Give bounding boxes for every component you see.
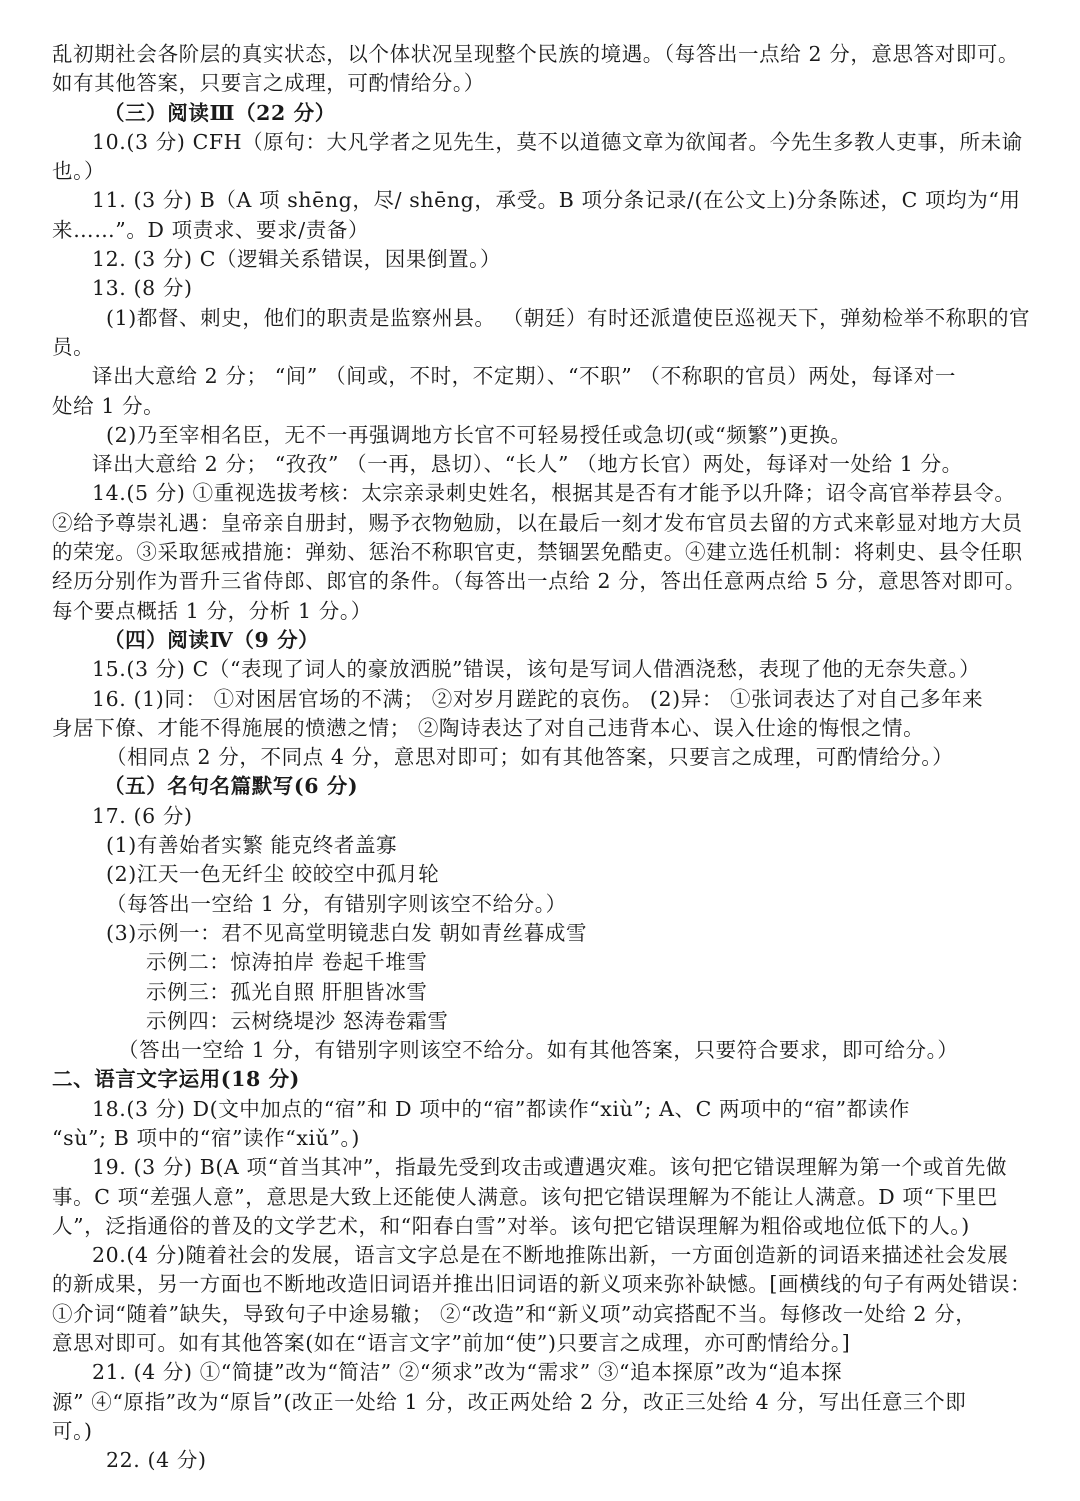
text-line: ②给予尊崇礼遇：皇帝亲自册封，赐予衣物勉励，以在最后一刻才发布官员去留的方式来彰显对地方大员	[52, 510, 1023, 535]
question-13-part-2: (2)乃至宰相名臣，无不一再强调地方长官不可轻易授任或急切(或“频繁”)更换。	[106, 422, 852, 447]
question-12: 12. (3 分) C（逻辑关系错误，因果倒置。）	[92, 247, 502, 272]
text-line: 的荣宠。③采取惩戒措施：弹劾、惩治不称职官吏，禁锢罢免酷吏。④建立选任机制：将刺史、县令任职	[52, 540, 1023, 565]
scoring-note: （答出一空给 1 分，有错别字则该空不给分。如有其他答案，只要符合要求，即可给分。）	[118, 1038, 959, 1063]
text-line: 处给 1 分。	[52, 393, 165, 418]
text-line: 如有其他答案，只要言之成理，可酌情给分。）	[52, 71, 485, 96]
question-13-part-1: (1)都督、刺史，他们的职责是监察州县。 （朝廷）有时还派遣使臣巡视天下，弹劾检举不称职的官	[106, 305, 1031, 330]
question-17-part-3: (3)示例一：君不见高堂明镜悲白发 朝如青丝暮成雪	[106, 920, 588, 945]
question-17: 17. (6 分)	[92, 803, 193, 828]
question-14: 14.(5 分) ①重视选拔考核：太宗亲录刺史姓名，根据其是否有才能予以升降；诏令高官举荐县令。	[92, 481, 1016, 506]
text-line: 经历分别作为晋升三省侍郎、郎官的条件。（每答出一点给 2 分，答出任意两点给 5 分，意思答对即可。	[52, 569, 1026, 594]
text-line: 员。	[52, 334, 95, 359]
text-line: 乱初期社会各阶层的真实状态，以个体状况呈现整个民族的境遇。（每答出一点给 2 分，意思答对即可。	[52, 42, 1020, 66]
section-heading-reading-4: （四）阅读Ⅳ（9 分）	[104, 627, 320, 652]
section-heading-reading-3: （三）阅读Ⅲ（22 分）	[104, 100, 336, 125]
question-17-part-1: (1)有善始者实繁 能克终者盖寡	[106, 833, 398, 858]
section-heading-language-use: 二、语言文字运用(18 分)	[52, 1067, 300, 1092]
question-16: 16. (1)同： ①对困居官场的不满； ②对岁月蹉跎的哀伤。 (2)异： ①张词表达了对自己多年来	[92, 686, 984, 711]
example-line: 示例二：惊涛拍岸 卷起千堆雪	[146, 950, 428, 975]
example-line: 示例四：云树绕堤沙 怒涛卷霜雪	[146, 1008, 449, 1033]
scoring-note: （每答出一空给 1 分，有错别字则该空不给分。）	[106, 891, 567, 916]
scoring-note: （相同点 2 分，不同点 4 分，意思对即可；如有其他答案，只要言之成理，可酌情给分。）	[106, 745, 954, 770]
text-line: 源” ④“原指”改为“原旨”(改正一处给 1 分，改正两处给 2 分，改正三处给 4 分，写出任意三个即	[52, 1389, 967, 1414]
question-15: 15.(3 分) C（“表现了词人的豪放洒脱”错误，该句是写词人借酒浇愁，表现了他的无奈失意。）	[92, 657, 981, 682]
section-heading-dictation: （五）名句名篇默写(6 分)	[104, 774, 359, 799]
scoring-note: 译出大意给 2 分； “间” （间或，不时，不定期）、“不职” （不称职的官员）两处，每译对一	[92, 364, 956, 389]
text-line: 事。C 项“差强人意”，意思是大致上还能使人满意。该句把它错误理解为不能让人满意。D 项“下里巴	[52, 1184, 998, 1209]
question-18: 18.(3 分) D(文中加点的“宿”和 D 项中的“宿”都读作“xiù”; A、C 两项中的“宿”都读作	[92, 1096, 910, 1121]
text-line: 身居下僚、才能不得施展的愤懑之情； ②陶诗表达了对自己违背本心、误入仕途的悔恨之情。	[52, 715, 925, 740]
scoring-note: 译出大意给 2 分； “孜孜” （一再，恳切）、“长人” （地方长官）两处，每译对一处给 1 分。	[92, 452, 963, 477]
question-20: 20.(4 分)随着社会的发展，语言文字总是在不断地推陈出新，一方面创造新的词语来描述社会发展	[92, 1243, 1009, 1268]
question-11: 11. (3 分) B（A 项 shēng，尽/ shēng，承受。B 项分条记录/(在公文上)分条陈述，C 项均为“用	[92, 188, 1021, 213]
text-line: 人”，泛指通俗的普及的文学艺术，和“阳春白雪”对举。该句把它错误理解为粗俗或地位低下的人。)	[52, 1213, 970, 1238]
text-line: 可。)	[52, 1418, 93, 1443]
question-17-part-2: (2)江天一色无纤尘 皎皎空中孤月轮	[106, 862, 440, 887]
text-line: 意思对即可。如有其他答案(如在“语言文字”前加“使”)只要言之成理，亦可酌情给分。]	[52, 1331, 851, 1356]
text-line: 的新成果，另一方面也不断地改造旧词语并推出旧词语的新义项来弥补缺憾。[画横线的句子有两处错误：	[52, 1272, 1032, 1297]
text-line: ①介词“随着”缺失，导致句子中途易辙； ②“改造”和“新义项”动宾搭配不当。每修改一处给 2 分，	[52, 1301, 977, 1326]
text-line: “sù”; B 项中的“宿”读作“xiǔ”。)	[52, 1125, 360, 1150]
question-21: 21. (4 分) ①“简捷”改为“简洁” ②“须求”改为“需求” ③“追本探原”改为“追本探	[92, 1360, 843, 1385]
example-line: 示例三：孤光自照 肝胆皆冰雪	[146, 979, 428, 1004]
question-22: 22. (4 分)	[106, 1448, 207, 1473]
text-line: 每个要点概括 1 分，分析 1 分。）	[52, 598, 372, 623]
question-10: 10.(3 分) CFH（原句：大凡学者之见先生，莫不以道德文章为欲闻者。今先生多教人吏事，所未谕	[92, 129, 1023, 154]
text-line: 也。）	[52, 159, 106, 184]
question-19: 19. (3 分) B(A 项“首当其冲”，指最先受到攻击或遭遇灾难。该句把它错误理解为第一个或首先做	[92, 1155, 1008, 1180]
text-line: 来……”。D 项责求、要求/责备）	[52, 217, 370, 242]
question-13: 13. (8 分)	[92, 276, 193, 301]
